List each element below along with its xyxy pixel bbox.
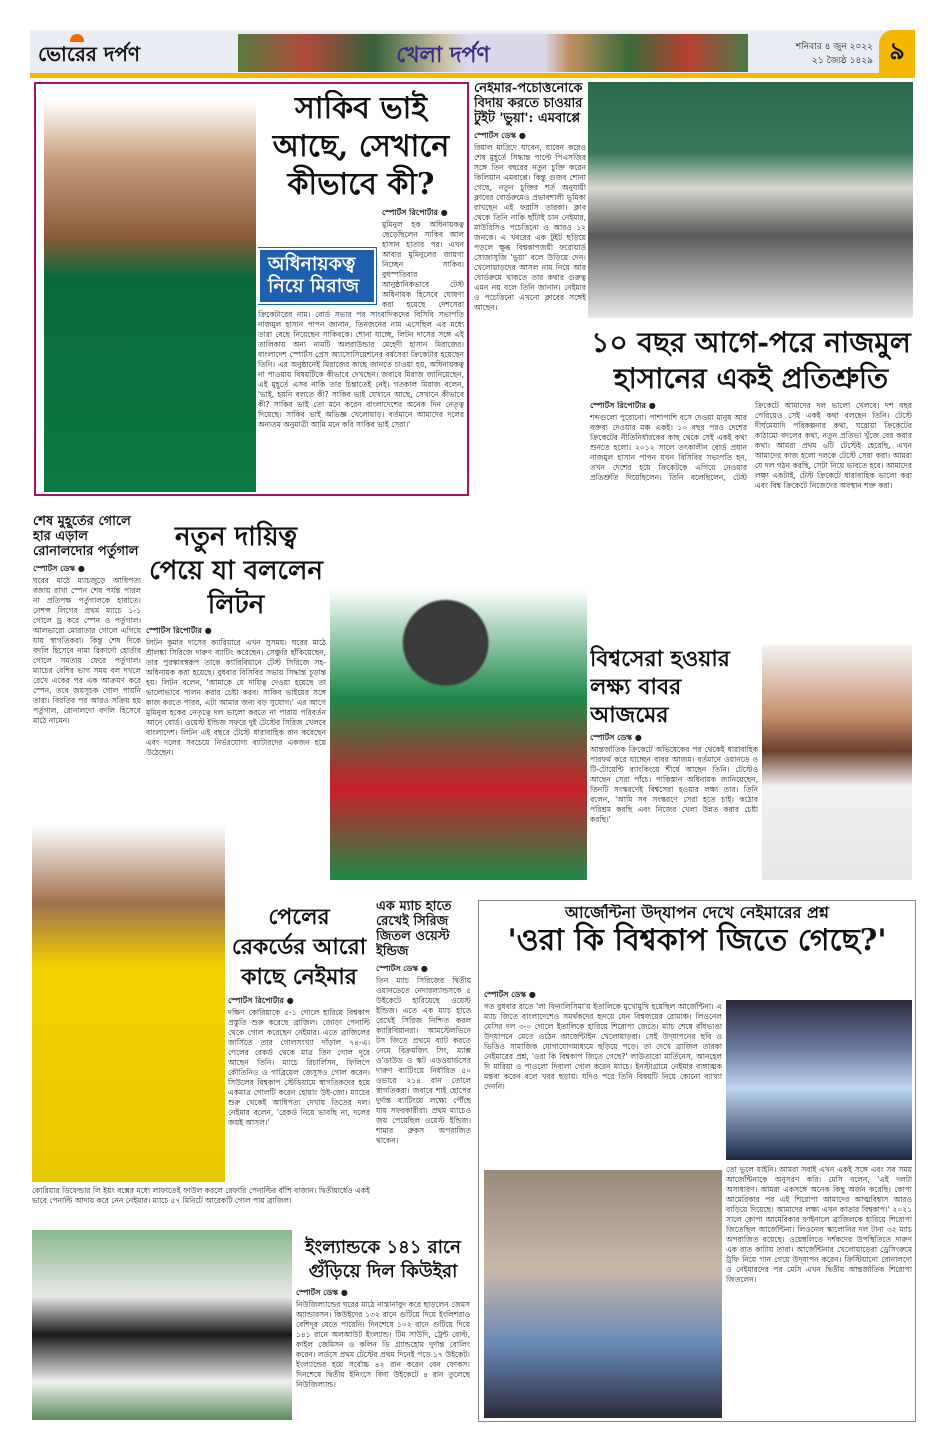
byline: স্পোর্টস ডেস্ক ● [484,990,536,999]
article-kiwi [296,1236,470,1420]
article-body-continued: তো ভুলে যাইনি। আমরা সবাই এখন একই সঙ্গে এবং সব সময় আর্জেন্টিনাকে অনুসরণ করি। মেসি বলেন, 'এই দলটা অসাধারণ। আমরা একসঙ্গে অনেক কিছু অর্জন করেছি। কোপা আমেরিকার পর এই শিরোপা আমাদের আত্মবিশ্বাস আরও বাড়িয়ে দিয়েছে। আমাদের লক্ষ্য এখন কাতার বিশ্বকাপ।' ২০২১ সালে কোপা আমেরিকার ফাইনালে ব্রাজিলকে হারিয়ে শিরোপা জিতেছিল আর্জেন্টিনা। লিওনেল স্কালোনির দল টানা ৩২ ম্যাচ অপরাজিত রয়েছে। ওয়েম্বলিতে দর্শকদের উপস্থিতিতে দারুণ এক রাত কাটায় তারা। আর্জেন্টিনার খেলোয়াড়েরা ড্রেসিংরুমে ট্রফি নিয়ে গান গেয়ে উদ্‌যাপন করেন। ক্রিস্টিয়ানো রোনালদো ও নেইমারদের পর মেসি এখন দ্বিতীয় আন্তর্জাতিক শিরোপা জিতলেন। [726,1165,912,1284]
headline: সাকিব ভাই আছে, সেখানে কীভাবে কী? [272,91,450,202]
byline: স্পোর্টস ডেস্ক ● [296,1288,348,1297]
body-text: গত বুধবার রাতে 'লা ফিনালিসিমা'য় ইতালিকে মুখোমুখি হয়েছিল আর্জেন্টিনা। এ ম্যাচ জিতে বাংলাদেশেও সমর্থকদের হৃদয়ে যেন বিশ্বজয়ের রোমাঞ্চ। লিওনেল মেসির দল ৩-০ গোলে ইতালিকে হারিয়ে শিরোপা জেতে। ম্যাচ শেষে বাঁধভাঙা উদ্‌যাপনে মেতে ওঠেন আর্জেন্টাইন খেলোয়াড়রা। সেই উদ্‌যাপনের ছবি ও ভিডিও সামাজিক যোগাযোগমাধ্যমে ছড়িয়ে পড়ে। তা দেখে ব্রাজিল তারকা নেইমারের প্রশ্ন, 'ওরা কি বিশ্বকাপ জিতে গেছে?' লাউতারো মার্তিনেস, আনহেল দি মারিয়া ও পাওলো দিবালা গোল করেন ম্যাচে। ইনস্টাগ্রামে নেইমার ব্যঙ্গাত্মক মন্তব্য করেন বলে খবর ছড়ায়। যদিও পরে তিনি বিষয়টি নিয়ে কোনো ব্যাখ্যা দেননি। [484,1002,722,1091]
photo-neymar [32,825,225,1182]
byline: স্পোর্টস ডেস্ক ● [590,733,642,742]
argentina-heading [480,904,914,988]
article-body [590,733,758,880]
body-text: আন্তর্জাতিক ক্রিকেটে অভিষেকের পর থেকেই ধারাবাহিক পারফর্ম করে যাচ্ছেন বাবর আজম। বর্তমানে ওয়ানডে ও টি-টোয়েন্টি র‌্যাংকিংয়ে শীর্ষে আছেন তিনি। টেস্টেও আছেন সেরা পাঁচে। পাকিস্তান অধিনায়ক জানিয়েছেন, তিনটি সংস্করণেই বিশ্বসেরা হওয়ার লক্ষ্য তার। তিনি বলেন, 'আমি সব সংস্করণে সেরা হতে চাই। কঠোর পরিশ্রম করছি এবং নিজের খেলা উন্নত করার চেষ্টা করছি।' [590,745,758,824]
headline: এক ম্যাচ হাতে রেখেই সিরিজ জিতল ওয়েস্ট ইন্ডিজ [376,900,452,959]
body-text: নিউজিল্যান্ডের ঘরের মাঠে নাস্তানাবুদ করে ছাড়লেন জেমস অ্যান্ডারসন। কিউইদের ১৩২ রানে গুটিয়ে দিয়ে ইংলিশরাও বেশিদূর যেতে পারেনি। দিনশেষে ১০২ রানে গুটিয়ে দিয়ে ১৪১ রানে অলআউট ইংল্যান্ড। টিম সাউদি, ট্রেন্ট বোল্ট, কাইল জেমিসন ও কলিন ডি গ্র্যান্ডহোম দুর্দান্ত বোলিং করেন। লর্ডসে প্রথম টেস্টের প্রথম দিনেই পড়ে ১৭ উইকেট। ইংল্যান্ডের হয়ে সর্বোচ্চ ৪২ রান করেন বেন ফোকস। দিনশেষে দ্বিতীয় ইনিংসে বিনা উইকেটে ৪ রান তুলেছে নিউজিল্যান্ড। [296,1300,470,1389]
article-body [33,564,141,820]
masthead [30,30,915,78]
article-body [228,996,370,1182]
photo-liton-das [330,515,587,880]
headline: ইংল্যান্ডকে ১৪১ রানে গুঁড়িয়ে দিল কিউইরা [305,1237,461,1282]
headline: 'ওরা কি বিশ্বকাপ জিতে গেছে?' [507,923,887,959]
photo-argentina-celebration [726,1000,912,1160]
headline: ১০ বছর আগে-পরে নাজমুল হাসানের একই প্রতিশ্রুতি [591,326,911,395]
headline: নতুন দায়িত্ব পেয়ে যা বললেন লিটন [149,522,323,620]
article-body [484,990,722,1166]
photo-new-zealand-team [32,1230,292,1420]
article-sakib-content [258,90,464,492]
body-text: ঘরের মাঠে ম্যাচজুড়ে আধিপত্য বজায় রাখা স্পেন শেষ পর্যন্ত পারল না প্রতিপক্ষ পর্তুগালকে হারাতে। নেশন্স লিগের প্রথম ম্যাচে ১-১ গোলে ড্র করে স্পেন ও পর্তুগাল। আলভারো মোরাতার গোলে এগিয়ে যায় স্বাগতিকরা। কিন্তু শেষ দিকে বদলি হিসেবে নামা রিকার্দো হোর্তার গোলে সমতায় ফেরে পর্তুগাল। ম্যাচের বেশির ভাগ সময় বল দখলে রেখে একের পর এক আক্রমণ করে স্পেন, তবে জয়সূচক গোল পায়নি তারা। বিরতির পর আরও সক্রিয় হয় পর্তুগাল, রোনালদো বদলি হিসেবে মাঠে নামেন। [33,575,141,725]
body-text: লিটন কুমার দাসের ক্যারিয়ারে এখন সুসময়। ঘরের মাঠে শ্রীলঙ্কা সিরিজে দারুণ ব্যাটিং করেছেন। সেঞ্চুরি হাঁকিয়েছেন, তার পুরস্কারস্বরূপ তাকে ক্যারিবিয়ানে টেস্ট সিরিজে সহ-অধিনায়ক করা হয়েছে। বুধবার বিসিবির সভায় সিদ্ধান্ত চূড়ান্ত হয়। লিটন বলেন, 'আমাকে যে দায়িত্ব দেওয়া হয়েছে তা ভালোভাবে পালন করার চেষ্টা করব। সাকিব ভাইয়ের সঙ্গে কাজ করতে পারব, এটা আমার জন্য বড় সুযোগ।' এর আগে মুমিনুল হকের নেতৃত্বে দল ভালো করতে না পারায় পরিবর্তন আনে বোর্ড। ওয়েস্ট ইন্ডিজ সফরে দুই টেস্টের সিরিজ খেলবে বাংলাদেশ। লিটন এই বছরে টেস্টে ধারাবাহিক রান করেছেন এবং দলের সবচেয়ে নির্ভরযোগ্য ব্যাটারদের একজন হয়ে উঠেছেন। [146,638,326,757]
article-pochettino [474,82,586,530]
headline: বিশ্বসেরা হওয়ার লক্ষ্য বাবর আজমের [590,646,730,728]
headline: নেইমার-পচেত্তিনোকে বিদায় করতে চাওয়ার টুইট 'ভুয়া': এমবাপ্পে [474,82,583,126]
article-najmul [590,325,912,640]
page-number: ৯ [879,30,915,73]
headline: শেষ মুহূর্তের গোলে হার এড়াল রোনালদোর পর্তুগাল [33,515,139,559]
issue-date [796,40,873,68]
body-text: দক্ষিণ কোরিয়াকে ৫-১ গোলে হারিয়ে বিশ্বকাপ প্রস্তুতি শুরু করেছে ব্রাজিল। জোড়া পেনাল্টি থেকে গোল করেছেন নেইমার। এতে ব্রাজিলের জার্সিতে তার গোলসংখ্যা দাঁড়াল ৭৪-এ। পেলের রেকর্ড থেকে মাত্র তিন গোল দূরে আছেন তিনি। ম্যাচে রিচার্লিসন, ফিলিপে কৌতিনিও ও গাব্রিয়েল জেসুসও গোল করেন। সিউলের বিশ্বকাপ স্টেডিয়ামে স্বাগতিকদের হয়ে একমাত্র গোলটি করেন হোয়াং উই-জো। ম্যাচের শুরু থেকেই আধিপত্য দেখায় তিতের দল। নেইমার বলেন, 'রেকর্ড নিয়ে ভাবছি না, দলের জয়ই আসল।' [228,1008,370,1127]
section-banner [238,34,748,72]
byline: স্পোর্টস রিপোর্টার ● [590,401,656,410]
kicker: আর্জেন্টিনা উদ্‌যাপন দেখে নেইমারের প্রশ্ন [565,904,829,922]
article-body [296,1288,470,1420]
photo-press-conference [588,82,913,318]
section-title: খেলা দর্পণ [396,42,490,68]
body-text: শব্দগুলো পুরোনো। পাশাপাশি বসে দেওয়া মানুষ আর বক্তব্য দেওয়ার মঞ্চ একই। ১০ বছর পরও দেশের ক্রিকেটের নীতিনির্ধারকের কাছ থেকে সেই একই কথা শুনতে হলো। ২০১২ সালে তৎকালীন বোর্ড প্রধান নাজমুল হাসান পাপন যখন বিসিবির সভাপতি হন, তখন দেশের হয়ে ক্রিকেটকে এগিয়ে নেওয়ার প্রতিশ্রুতি দিয়েছিলেন। তিনি বলেছিলেন, টেস্ট ক্রিকেটে আমাদের দল ভালো খেলবে। দশ বছর পেরিয়েও সেই একই কথা বলছেন তিনি। টেস্টে দীর্ঘমেয়াদি পরিকল্পনার কথা, ঘরোয়া ক্রিকেটের কাঠামো বদলের কথা, নতুন প্রতিভা খুঁজে বের করার কথা। আমরা প্রথম ৬টি টেস্টেই হেরেছি, এখন আমাদের কাজ হলো দলকে টেস্টে সেরা করা। আমরা যে দল গঠন করছি, সেটা নিয়ে ভাবতে হবে। আমাদের লক্ষ্য একটাই, টেস্ট ক্রিকেটে ধারাবাহিক ভালো করা এবং বিশ্ব ক্রিকেটে নিজেদের অবস্থান শক্ত করা। [590,401,912,490]
photo-argentina-dressing-room [484,1170,722,1418]
photo-babar-azam [762,645,912,880]
pull-quote: অধিনায়কত্ব নিয়ে মিরাজ [258,248,376,304]
article-body [474,131,586,530]
byline: স্পোর্টস ডেস্ক ● [376,963,428,973]
day-date: শনিবার ৪ জুন ২০২২ [795,42,873,52]
article-portugal [33,515,141,820]
body-text: রিয়াল মাদ্রিদে যাবেন, যাবেন করেও শেষ মুহূর্তে সিদ্ধান্ত পাল্টে পিএসজির সঙ্গে তিন বছরের নতুন চুক্তি করেন কিলিয়ান এমবাপ্পে। কিন্তু গুজব শোনা গেছে, নতুন চুক্তির শর্ত অনুযায়ী ক্লাবের বোর্ডরুমেও প্রভাবশালী ভূমিকা রাখছেন এই ফরাসি তারকা। ক্লাব থেকে তিনি নাকি ছাঁটাই চান নেইমার, মাউরিসিও পচেত্তিনো ও আরও ১২ জনকে। এ খবরের এক টুইট ছড়িয়ে পড়লে ক্ষুব্ধ বিশ্বকাপজয়ী ফরোয়ার্ড সোজাসুজি 'ভুয়া' বলে উড়িয়ে দেন। খেলোয়াড়দের আসল নাম নিয়ে আর বোর্ডরুমে থাকতে তার কথার গুরুত্ব এমন নয় বলে তিনি জানান। নেইমার ও পচেত্তিনো এখনো ক্লাবের সঙ্গেই আছেন। [474,142,586,312]
article-west-indies [376,900,471,1225]
photo-mehedi-miraz [44,100,256,492]
article-body [590,401,912,640]
byline: স্পোর্টস রিপোর্টার ● [146,626,212,635]
body-text: তিন ম্যাচ সিরিজের দ্বিতীয় ওয়ানডেতে নেদারল্যান্ডসকে ৫ উইকেটে হারিয়েছে ওয়েস্ট ইন্ডিজ। এতে এক ম্যাচ হাতে রেখেই সিরিজ নিশ্চিত করল ক্যারিবিয়ানরা। আমস্টেলভিনে টস জিতে প্রথমে ব্যাট করতে নেমে বিক্রমজিৎ সিং, ম্যাক্স ও'ডাউড ও স্কট এডওয়ার্ডসের দারুণ ব্যাটিংয়ে নির্ধারিত ৫০ ওভারে ২১৪ রান তোলে স্বাগতিকরা। জবাবে শাই হোপের দুর্দান্ত ব্যাটিংয়ে লক্ষ্যে পৌঁছে যায় সফরকারীরা। প্রথম ম্যাচেও জয় পেয়েছিল ওয়েস্ট ইন্ডিজ। শামার ব্রুকস অপরাজিত থাকেন। [376,975,471,1145]
headline: পেলের রেকর্ডের আরো কাছে নেইমার [231,904,367,990]
article-pele [228,902,370,1182]
article-body [376,964,471,1225]
newspaper-logo: ভোরের দর্পণ [38,42,140,66]
byline: স্পোর্টস ডেস্ক ● [474,130,526,140]
article-body [258,208,464,492]
article-body-continued: কোরিয়ার ডিফেন্ডার লি ইয়ং বক্সের মধ্যে লাফাতেই ফাউল করলে রেফারি পেনাল্টির বাঁশি বাজান। দ্বিতীয়ার্ধেও একই ভাবে পেনাল্টি আদায় করে নেন নেইমার। ম্যাচে ৫৭ মিনিটে আরেকটি গোল পায় ব্রাজিল। [32,1186,370,1205]
byline: স্পোর্টস ডেস্ক ● [33,563,85,573]
article-babar [590,645,758,880]
byline: স্পোর্টস রিপোর্টার ● [382,208,448,217]
bangla-date: ২১ জ্যৈষ্ঠ ১৪২৯ [812,56,873,66]
byline: স্পোর্টস রিপোর্টার ● [228,996,294,1005]
body-text: মুমিনুল হক অধিনায়কত্ব ছেড়েছিলেন সাকিব আল হাসান হাতার পর। এখন আবার মুমিনুলের জায়গা নিচ্ছেন সাকিব। বুধস্পতিবার আনুষ্ঠানিকভাবে টেস্ট অধিনায়ক হিসেবে ঘোষণা করা হয়েছে দেশসেরা ক্রিকেটারের নাম। বোর্ড সভার পর সাংবাদিকদের বিসিবি সভাপতি নাজমুল হাসান পাপন জানান, তিনজনের নাম এসেছিল এর মধ্যে তারা বেছে নিয়েছেন সাকিবকে। শোনা যাচ্ছে, লিটন দাসের সঙ্গে এই তালিকায় অন্য নামটি অলরাউন্ডার মেহেদী হাসান মিরাজের। বাংলাদেশ স্পোর্টস প্রেস অ্যাসোসিয়েশনের বর্ষসেরা ক্রিকেটার হয়েছেন তিনি। এর অনুষ্ঠানেই মিরাজের কাছে জানতে চাওয়া হয়, অধিনায়কত্ব না পাওয়ায় বিষয়টিকে কীভাবে দেখছেন। জবাবে মিরাজ জানিয়েছেন, এই মুহূর্তে এসব নাকি তার চিন্তাতেই নেই। গতকাল মিরাজ বলেন, 'ভাই, হয়নি বলতে কী? সাকিব ভাই যেখানে আছে, সেখানে কীভাবে কী? সাকিব ভাই তো মনে করেন বাংলাদেশের অনেক দিন নেতৃত্ব দিয়েছে। সাকিব ভাই অভিজ্ঞ খেলোয়াড়। বর্তমানে আমাদের দলের অন্যতম অনুমাত্রী আমি মনে করি সাকিব ভাই সেরা।' [258,220,464,429]
